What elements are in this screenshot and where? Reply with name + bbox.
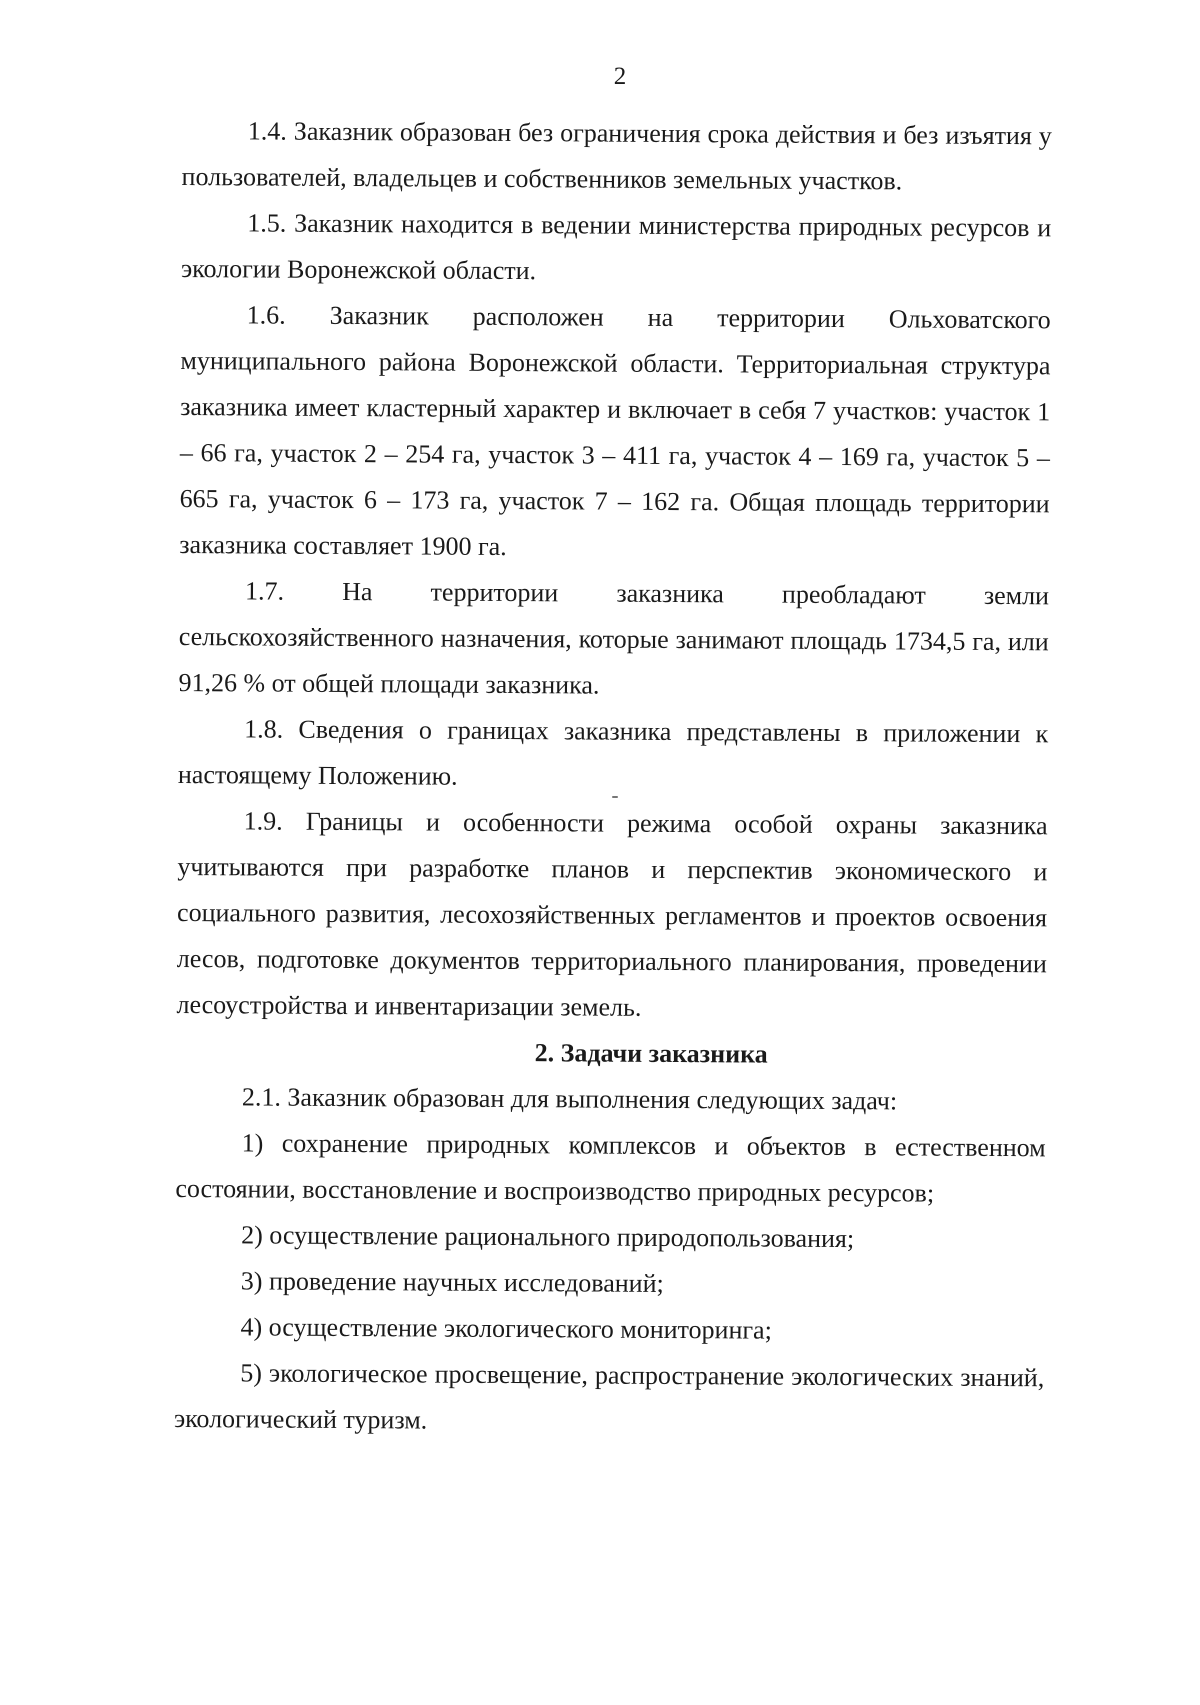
- task-item-2: 2) осуществление рационального природопользования;: [241, 1220, 855, 1254]
- paragraph-1-9: 1.9. Границы и особенности режима особой охраны заказника учитываются при разработке планов и перспектив экономического и социального развития, лесохозяйственных регламентов и проектов освоения лесов, подготовке документов территориального планирования, проведении лесоустройства и инвентаризации земель.: [176, 806, 1048, 1022]
- task-item-4: 4) осуществление экологического мониторинга;: [240, 1312, 772, 1345]
- paragraph-1-7: 1.7. На территории заказника преобладают земли сельскохозяйственного назначения, которые занимают площадь 1734,5 га, или 91,26 % от общей площади заказника.: [178, 576, 1050, 700]
- page-number: 2: [613, 63, 627, 90]
- paragraph-1-4: 1.4. Заказник образован без ограничения срока действия и без изъятия у пользователей, владельцев и собственников земельных участков.: [181, 116, 1052, 196]
- paragraph-1-6: 1.6. Заказник расположен на территории Ольховатского муниципального района Воронежской области. Территориальная структура заказника имеет кластерный характер и включает в себя 7 участков: участок 1 – 66 га, участок 2 – 254 га, участок 3 – 411 га, участок 4 – 169 га, участок 5 – 665 га, участок 6 – 173 га, участок 7 – 162 га. Общая площадь территории заказника составляет 1900 га.: [179, 300, 1051, 561]
- section-heading: 2. Задачи заказника: [534, 1038, 768, 1069]
- scan-speck: [612, 796, 618, 798]
- section-intro: 2.1. Заказник образован для выполнения следующих задач:: [241, 1082, 898, 1116]
- task-item-3: 3) проведение научных исследований;: [240, 1266, 664, 1298]
- document-body: [174, 108, 1052, 1447]
- task-item-1: 1) сохранение природных комплексов и объектов в естественном состоянии, восстановление и воспроизводство природных ресурсов;: [175, 1128, 1046, 1208]
- paragraph-1-5: 1.5. Заказник находится в ведении министерства природных ресурсов и экологии Воронежской области.: [180, 208, 1052, 286]
- paragraph-1-8: 1.8. Сведения о границах заказника представлены в приложении к настоящему Положению.: [177, 714, 1049, 791]
- task-item-5: 5) экологическое просвещение, распространение экологических знаний, экологический туризм.: [173, 1358, 1045, 1435]
